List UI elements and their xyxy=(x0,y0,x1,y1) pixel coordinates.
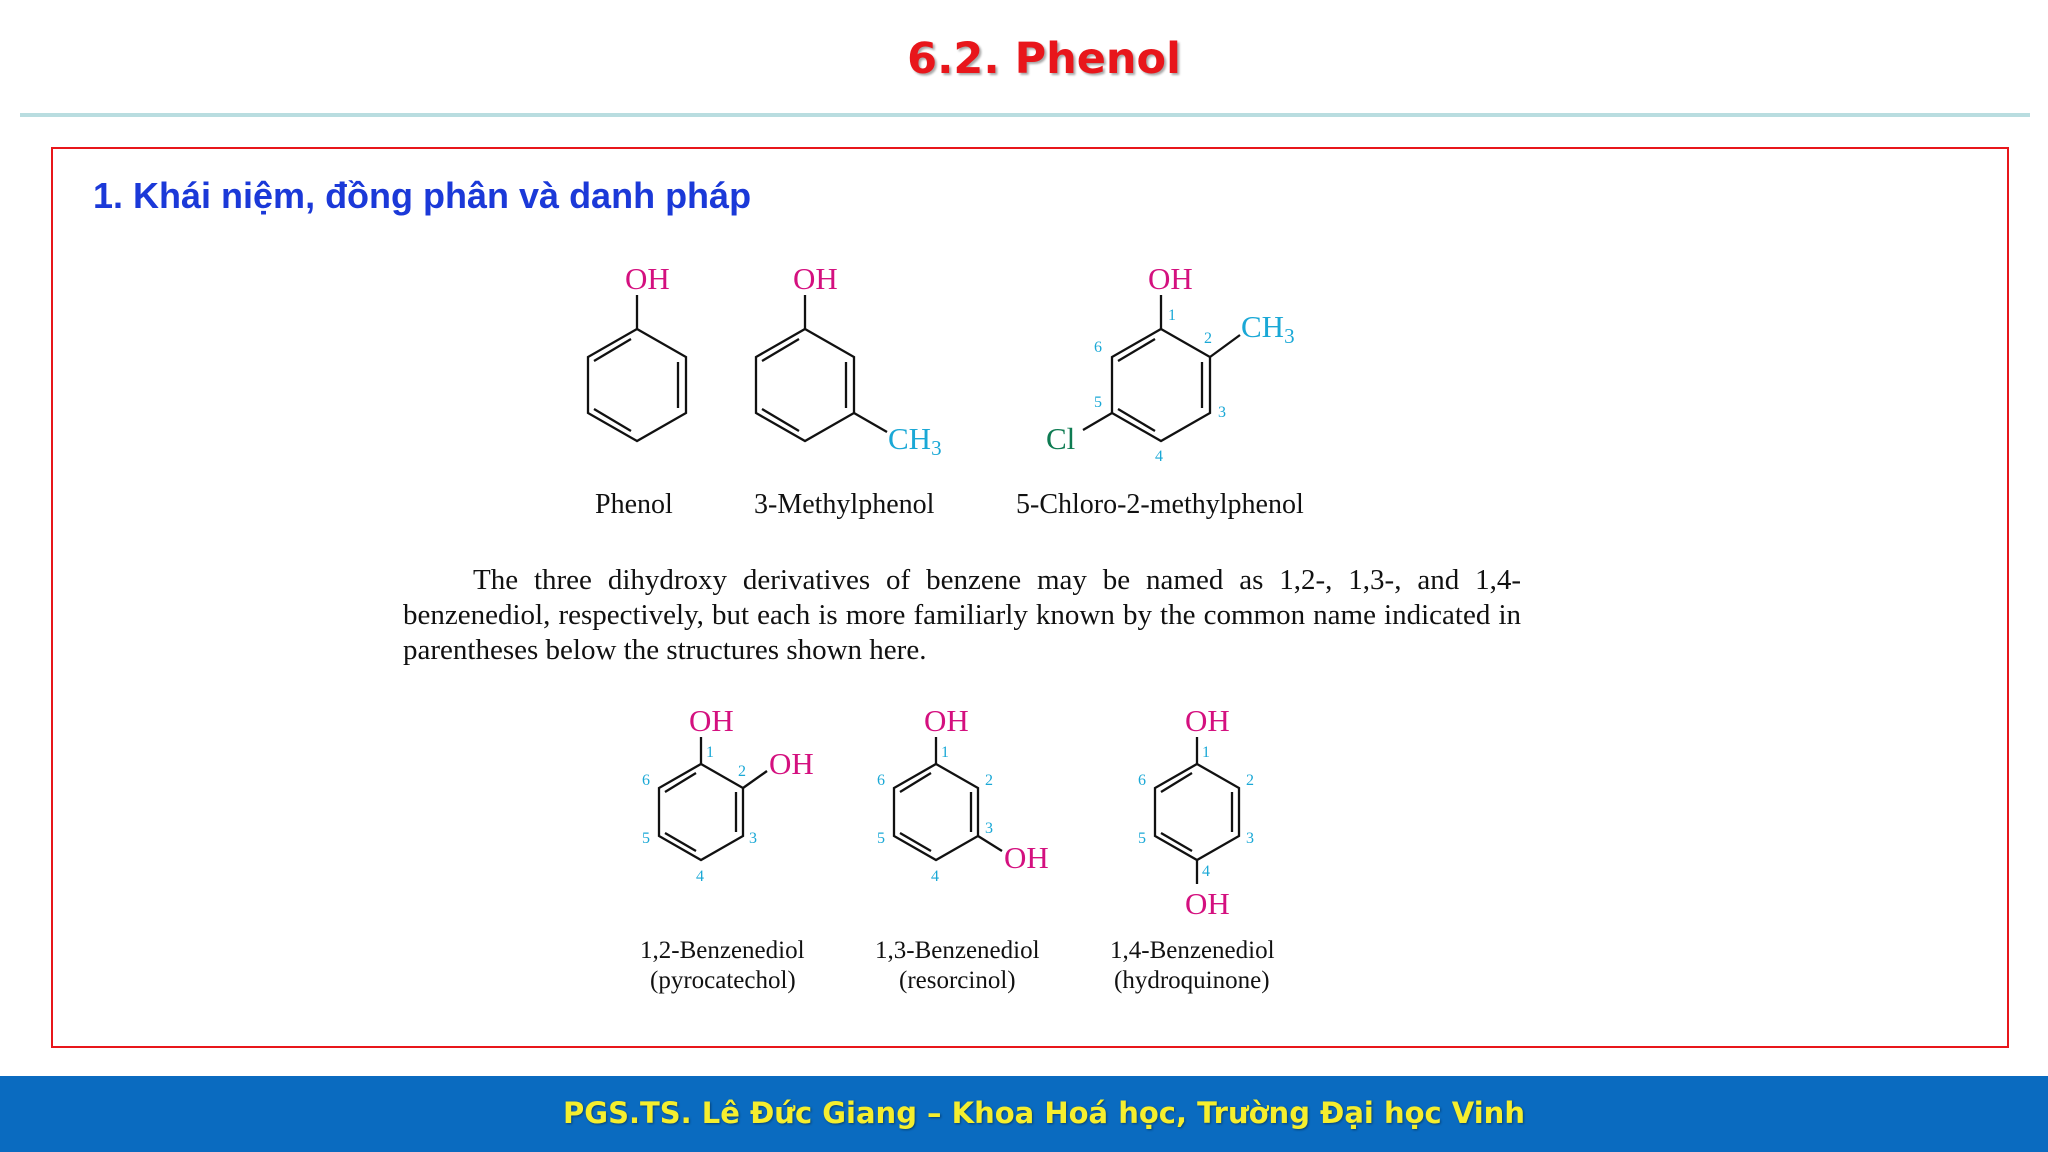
position-number: 6 xyxy=(642,772,650,789)
position-number: 2 xyxy=(985,772,993,789)
chloromethylphenol-name: 5-Chloro-2-methylphenol xyxy=(1016,489,1304,520)
position-number: 3 xyxy=(985,820,993,837)
chloromethylphenol-cl-label: Cl xyxy=(1046,421,1076,456)
methylphenol-structure xyxy=(754,261,942,520)
phenol-structure xyxy=(588,261,686,520)
benzenediol-13-structure xyxy=(875,703,1049,994)
position-number: 5 xyxy=(877,830,885,847)
position-number: 4 xyxy=(931,868,939,885)
position-number: 6 xyxy=(1138,772,1146,789)
benzenediol-14-oh4-label: OH xyxy=(1185,886,1230,921)
benzenediol-12-oh2-label: OH xyxy=(769,746,814,781)
chloromethylphenol-structure xyxy=(1016,261,1304,520)
position-number: 2 xyxy=(1204,330,1212,347)
benzenediol-13-oh3-label: OH xyxy=(1004,840,1049,875)
benzenediol-12-oh1-label: OH xyxy=(689,703,734,738)
description-paragraph: The three dihydroxy derivatives of benzene may be named as 1,2-, 1,3-, and 1,4-benzenediol, respectively, but each is more familiarly known by the common name indicated in parentheses below the structures shown here. xyxy=(403,564,1521,666)
benzenediol-12-name: 1,2-Benzenediol xyxy=(640,937,805,964)
position-number: 6 xyxy=(877,772,885,789)
position-number: 2 xyxy=(1246,772,1254,789)
position-number: 5 xyxy=(1094,394,1102,411)
position-number: 5 xyxy=(642,830,650,847)
position-number: 6 xyxy=(1094,339,1102,356)
position-number: 4 xyxy=(696,868,704,885)
position-number: 1 xyxy=(706,744,714,761)
position-number: 3 xyxy=(1218,404,1226,421)
benzenediol-14-structure xyxy=(1110,703,1275,994)
methylphenol-name: 3-Methylphenol xyxy=(754,489,935,520)
benzenediol-12-common-name: (pyrocatechol) xyxy=(650,967,796,994)
position-number: 4 xyxy=(1202,863,1210,880)
position-number: 1 xyxy=(941,744,949,761)
benzenediol-14-common-name: (hydroquinone) xyxy=(1114,967,1270,994)
position-number: 3 xyxy=(1246,830,1254,847)
benzenediol-13-oh1-label: OH xyxy=(924,703,969,738)
section-heading: 1. Khái niệm, đồng phân và danh pháp xyxy=(93,175,752,216)
position-number: 5 xyxy=(1138,830,1146,847)
benzenediol-12-structure xyxy=(640,703,814,994)
benzenediol-14-oh1-label: OH xyxy=(1185,703,1230,738)
slide-title: 6.2. Phenol xyxy=(907,34,1181,84)
benzenediol-13-common-name: (resorcinol) xyxy=(899,967,1016,994)
chloromethylphenol-oh-label: OH xyxy=(1148,261,1193,296)
position-number: 1 xyxy=(1168,307,1176,324)
position-number: 4 xyxy=(1155,448,1163,465)
position-number: 3 xyxy=(749,830,757,847)
methylphenol-oh-label: OH xyxy=(793,261,838,296)
position-number: 2 xyxy=(738,763,746,780)
chloromethylphenol-ch3-label: CH3 xyxy=(1241,309,1295,348)
benzenediol-14-name: 1,4-Benzenediol xyxy=(1110,937,1275,964)
benzenediol-13-name: 1,3-Benzenediol xyxy=(875,937,1040,964)
methylphenol-ch3-label: CH3 xyxy=(888,421,942,460)
position-number: 1 xyxy=(1202,744,1210,761)
footer-credit: PGS.TS. Lê Đức Giang – Khoa Hoá học, Trường Đại học Vinh xyxy=(563,1096,1525,1130)
phenol-name: Phenol xyxy=(595,489,673,520)
phenol-oh-label: OH xyxy=(625,261,670,296)
